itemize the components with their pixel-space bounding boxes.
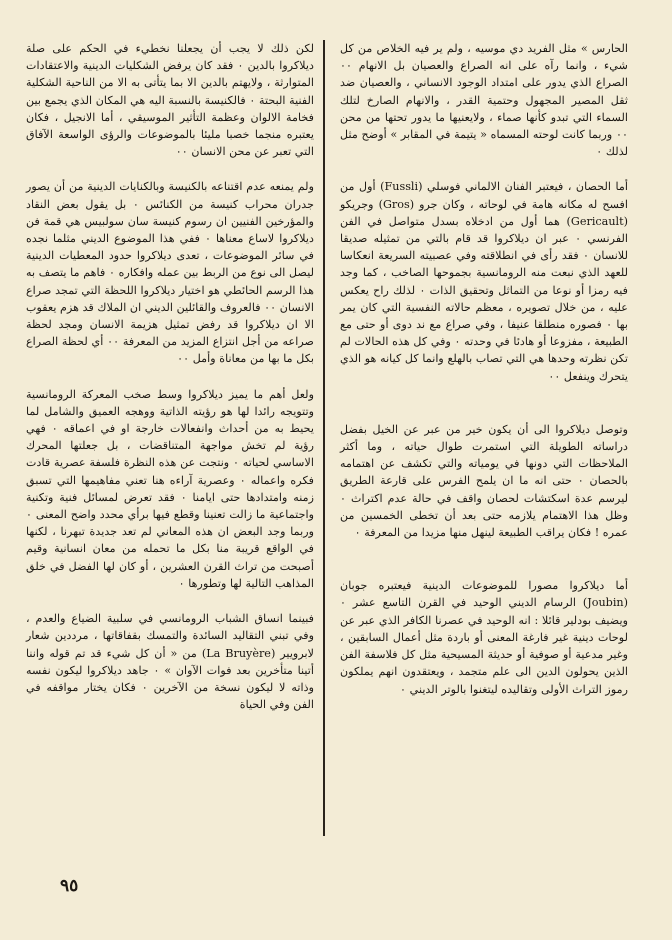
paragraph: أما ديلاكروا مصورا للموضوعات الدينية فيعتبره جوبان (Joubin) الرسام الديني الوحيد في القرن التاسع عشر ٠ ويضيف بودلير قائلا : انه الوحيد في عصرنا الكافر الذي عبر عن لوحات دينية غير فارغة المعنى أو باردة مثل أعمال السابقين ، وغير مدعية أو صوفية أو حديثة المسيحية مثل كل فلاسفة الفن الذين يحولون الدين الى علم متجمد ، ويعتقدون انهم يملكون رموز التراث الأولى وتقاليده ليتغنوا بالوتر الديني ٠ — [340, 579, 628, 696]
left-column — [26, 40, 314, 713]
page-number: ٩٥ — [60, 876, 79, 896]
right-column — [340, 40, 628, 698]
column-divider — [323, 40, 325, 836]
paragraph: وتوصل ديلاكروا الى أن يكون خير من عبر عن الخيل بفضل دراساته الطويلة التي استمرت طوال حياته ، وما أكثر الملاحظات التي دونها في يومياته والتي تكشف عن اهتمامه بالحصان ٠ حتى انه ما ان يلمح الفرس على قارعة الطريق ليرسم عدة اسكتشات لحصان واقف في حالة عدم اكتراث ٠ وظل هذا الاهتمام يلازمه حتى بعد أن تخطى الخمسين من عمره ! فكان يراقب الطبيعة لينهل منها مزيدا من المعرفة ٠ — [340, 422, 628, 540]
paragraph: الحارس » مثل الفريد دي موسيه ، ولم ير فيه الخلاص من كل شيء ، وانما رآه على انه الصراع والعصيان بل الانهام ٠٠ الصراع الذي يدور على امتداد الوجود الانساني ، والعصيان ضد ثقل المصير المجهول وحتمية القدر ، والانهام الصارخ لتلك السماء التي تبدو كأنها صماء ، ولايعنيها ما يدور تحتها من محن ٠٠ وربما كانت لوحته المسماه « يتيمة في المقابر » أوضح مثل لذلك ٠ — [340, 42, 628, 159]
paragraph: ولعل أهم ما يميز ديلاكروا وسط صخب المعركة الرومانسية وتتويجه رائدا لها هو رؤيته الذاتية ووهجه العميق والشامل لما يحيط به من أحداث وانفعالات خارجة او في اعماقه ٠ فهي رؤية لم تخش مواجهة المتناقضات ، بل جعلتها المحرك الاساسي لحياته ٠ ونتجت عن هذه النظرة فلسفة عصرية قادت فكره واعماله ٠ وعصرية آراءه هنا تعني مفاهيمها التي تسبق زمنه وامتدادها حتى ايامنا ٠ فقد تعرض لمسائل فنية وتكنية واجتماعية ما زالت تعنينا وقطع فيها برأي محدد واضح المعنى ٠ وربما وجد البعض ان هذه المعاني لم تعد جديدة تبهرنا ، لكنها في الواقع قريبة منا بكل ما تحمله من معان انسانية وقيم أصبحت من تراث القرن العشرين ، أو كان لها الفضل في خلق المذاهب التالية لها وتطورها ٠ — [26, 387, 315, 590]
paragraph: فبينما انساق الشباب الرومانسي في سلبية الضياع والعدم ، وفي تبني التقاليد السائدة والتمسك بقفاقاتها ، مرددين شعار لابرويير (La Bruyère) من « أن كل شيء قد تم قوله واننا أتينا متأخرين بعد فوات الآوان » ٠ جاهد ديلاكروا ليكون نفسه وذاته لا ليكون نسخة من الآخرين ٠ فكان يختار مواقفه في الفن وفي الحياة — [26, 612, 314, 712]
paragraph: لكن ذلك لا يجب أن يجعلنا نخطيء في الحكم على صلة ديلاكروا بالدين ٠ فقد كان يرفض الشكليات الدينية والاعتقادات المتوارثة ، ولايهتم بالدين الا بما يتأتى به الا من الناحية الشكلية الفنية البحتة ٠ فالكنيسة بالنسبة اليه هي المكان الذي يجمع بين فخامة الالوان وعظمة التأثير الموسيقي ، أما الانجيل ، فكان يعتبره منجما خصبا مليئا بالموضوعات والرؤى الواسعة الآفاق التي تعبر عن محن الانسان ٠٠ — [26, 42, 314, 159]
paragraph: ولم يمنعه عدم اقتناعه بالكنيسة وبالكنايات الدينية من أن يصور جدران محراب كنيسة من الكنائس ٠ بل يقول بعض النقاد والمؤرخين الفنيين ان رسوم كنيسة سان سولبيس هي قمة فن ديلاكروا لاساع معناها ٠ ففي هذا الموضوع الديني مثلما نجده في سائر الموضوعات ، تعدى ديلاكروا حدود المعطيات الدينية ليصل الى نوع من الربط بين عمله وافكاره ٠ فاهم ما يتصف به هذا الرسم الحائطي هو اختيار ديلاكروا اللحظة التي تمجد صراع الانسان ٠٠ فالعروف والقائلين الديني ان الملاك قد هزم يعقوب الا ان ديلاكروا قد رفض تمثيل هزيمة الانسان ومجد لحظة صراعه من أجل انتزاع المزيد من المعرفة ٠٠ أي لحظة الصراع بكل ما بها من معاناة وأمل ٠٠ — [26, 180, 315, 366]
paragraph: أما الحصان ، فيعتبر الفنان الالماني فوسلي (Fussli) أول من افسح له مكانه هامة في لوحاته ، وكان جرو (Gros) وجريكو (Gericault) هما أول من ادخلاه بسدل متواصل في الفن الفرنسي ٠ عبر ان ديلاكروا قد قام بالتي من تمثيله صديقا للانسان ٠ فقد رأى في انطلاقته وفي عصبيته السريعة انعكاسا للعهد الذي نبعت منه الرومانسية بجموحها الصاخب ، كما وجد فيه رمزا أو نوعا من التماثل وتحقيق الذات ٠ لذلك راح يعكس عليه ، من خلال تصويره ، معظم حالاته النفسية التي كان يمر بها ٠ فصوره منطلقا عنيفا ، وفي صراع مع ند دوى أو حتى مع الطبيعة ، مفزوعا أو هادئا في وحدته ٠ وفي كل هذه الحالات لم تكن نظرته وحدها هي التي تصاب بالهلع وانما كل كيانه هو الذي يتحرك وينفعل ٠٠ — [340, 180, 629, 383]
